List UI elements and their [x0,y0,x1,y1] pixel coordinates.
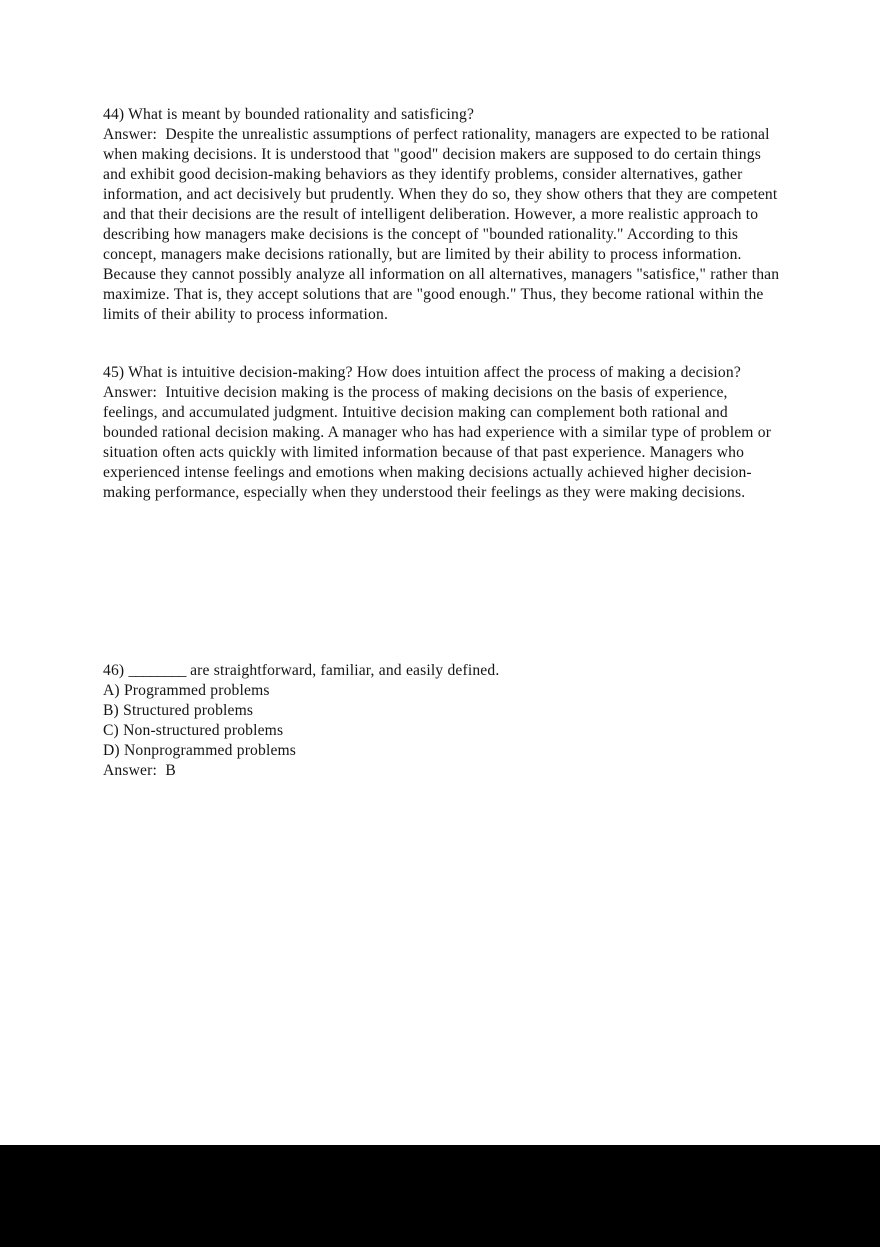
question-46-number: 46) [103,662,129,679]
question-block-45 [103,363,781,503]
question-46-stem-text: are straightforward, familiar, and easily defined. [185,662,500,679]
question-44-answer-paragraph-1: Answer: Despite the unrealistic assumptions of perfect rationality, managers are expected to be rational when making decisions. It is understood that "good" decision makers are supposed to do certain things and exhibit good decision-making behaviors as they identify problems, consider alternatives, gather information, and act decisively but prudently. When they do so, they show others that they are competent and that their decisions are the result of intelligent deliberation. However, a more realistic approach to describing how managers make decisions is the concept of "bounded rationality." According to this concept, managers make decisions rationally, but are limited by their ability to process information. [103,126,782,263]
question-46-answer: Answer: B [103,762,176,779]
option-c[interactable]: C) Non-structured problems [103,722,284,739]
question-block-44 [103,105,784,325]
question-46-blank: ________ [128,662,186,679]
question-45-stem: 45) What is intuitive decision-making? How does intuition affect the process of making a decision? [103,364,741,381]
option-a[interactable]: A) Programmed problems [103,682,270,699]
document-content [103,105,784,781]
block-spacer-45-46 [103,503,781,661]
question-44-stem: 44) What is meant by bounded rationality and satisficing? [103,106,475,123]
block-spacer-44-45 [103,325,781,363]
question-44-answer-paragraph-2: Because they cannot possibly analyze all information on all alternatives, managers "satisfice," rather than maximize. That is, they accept solutions that are "good enough." Thus, they become rational within the limits of their ability to process information. [103,266,784,323]
option-b[interactable]: B) Structured problems [103,702,254,719]
bottom-black-bar [0,1145,880,1247]
option-d[interactable]: D) Nonprogrammed problems [103,742,297,759]
question-46-stem [103,661,781,681]
question-45-answer-paragraph-1: Answer: Intuitive decision making is the process of making decisions on the basis of experience, feelings, and accumulated judgment. Intuitive decision making can complement both rational and bounded rational decision making. A manager who has had experience with a similar type of problem or situation often acts quickly with limited information because of that past experience. Managers who experienced intense feelings and emotions when making decisions actually achieved higher decision-making performance, especially when they understood their feelings as they were making decisions. [103,384,776,501]
question-block-46 [103,661,781,781]
